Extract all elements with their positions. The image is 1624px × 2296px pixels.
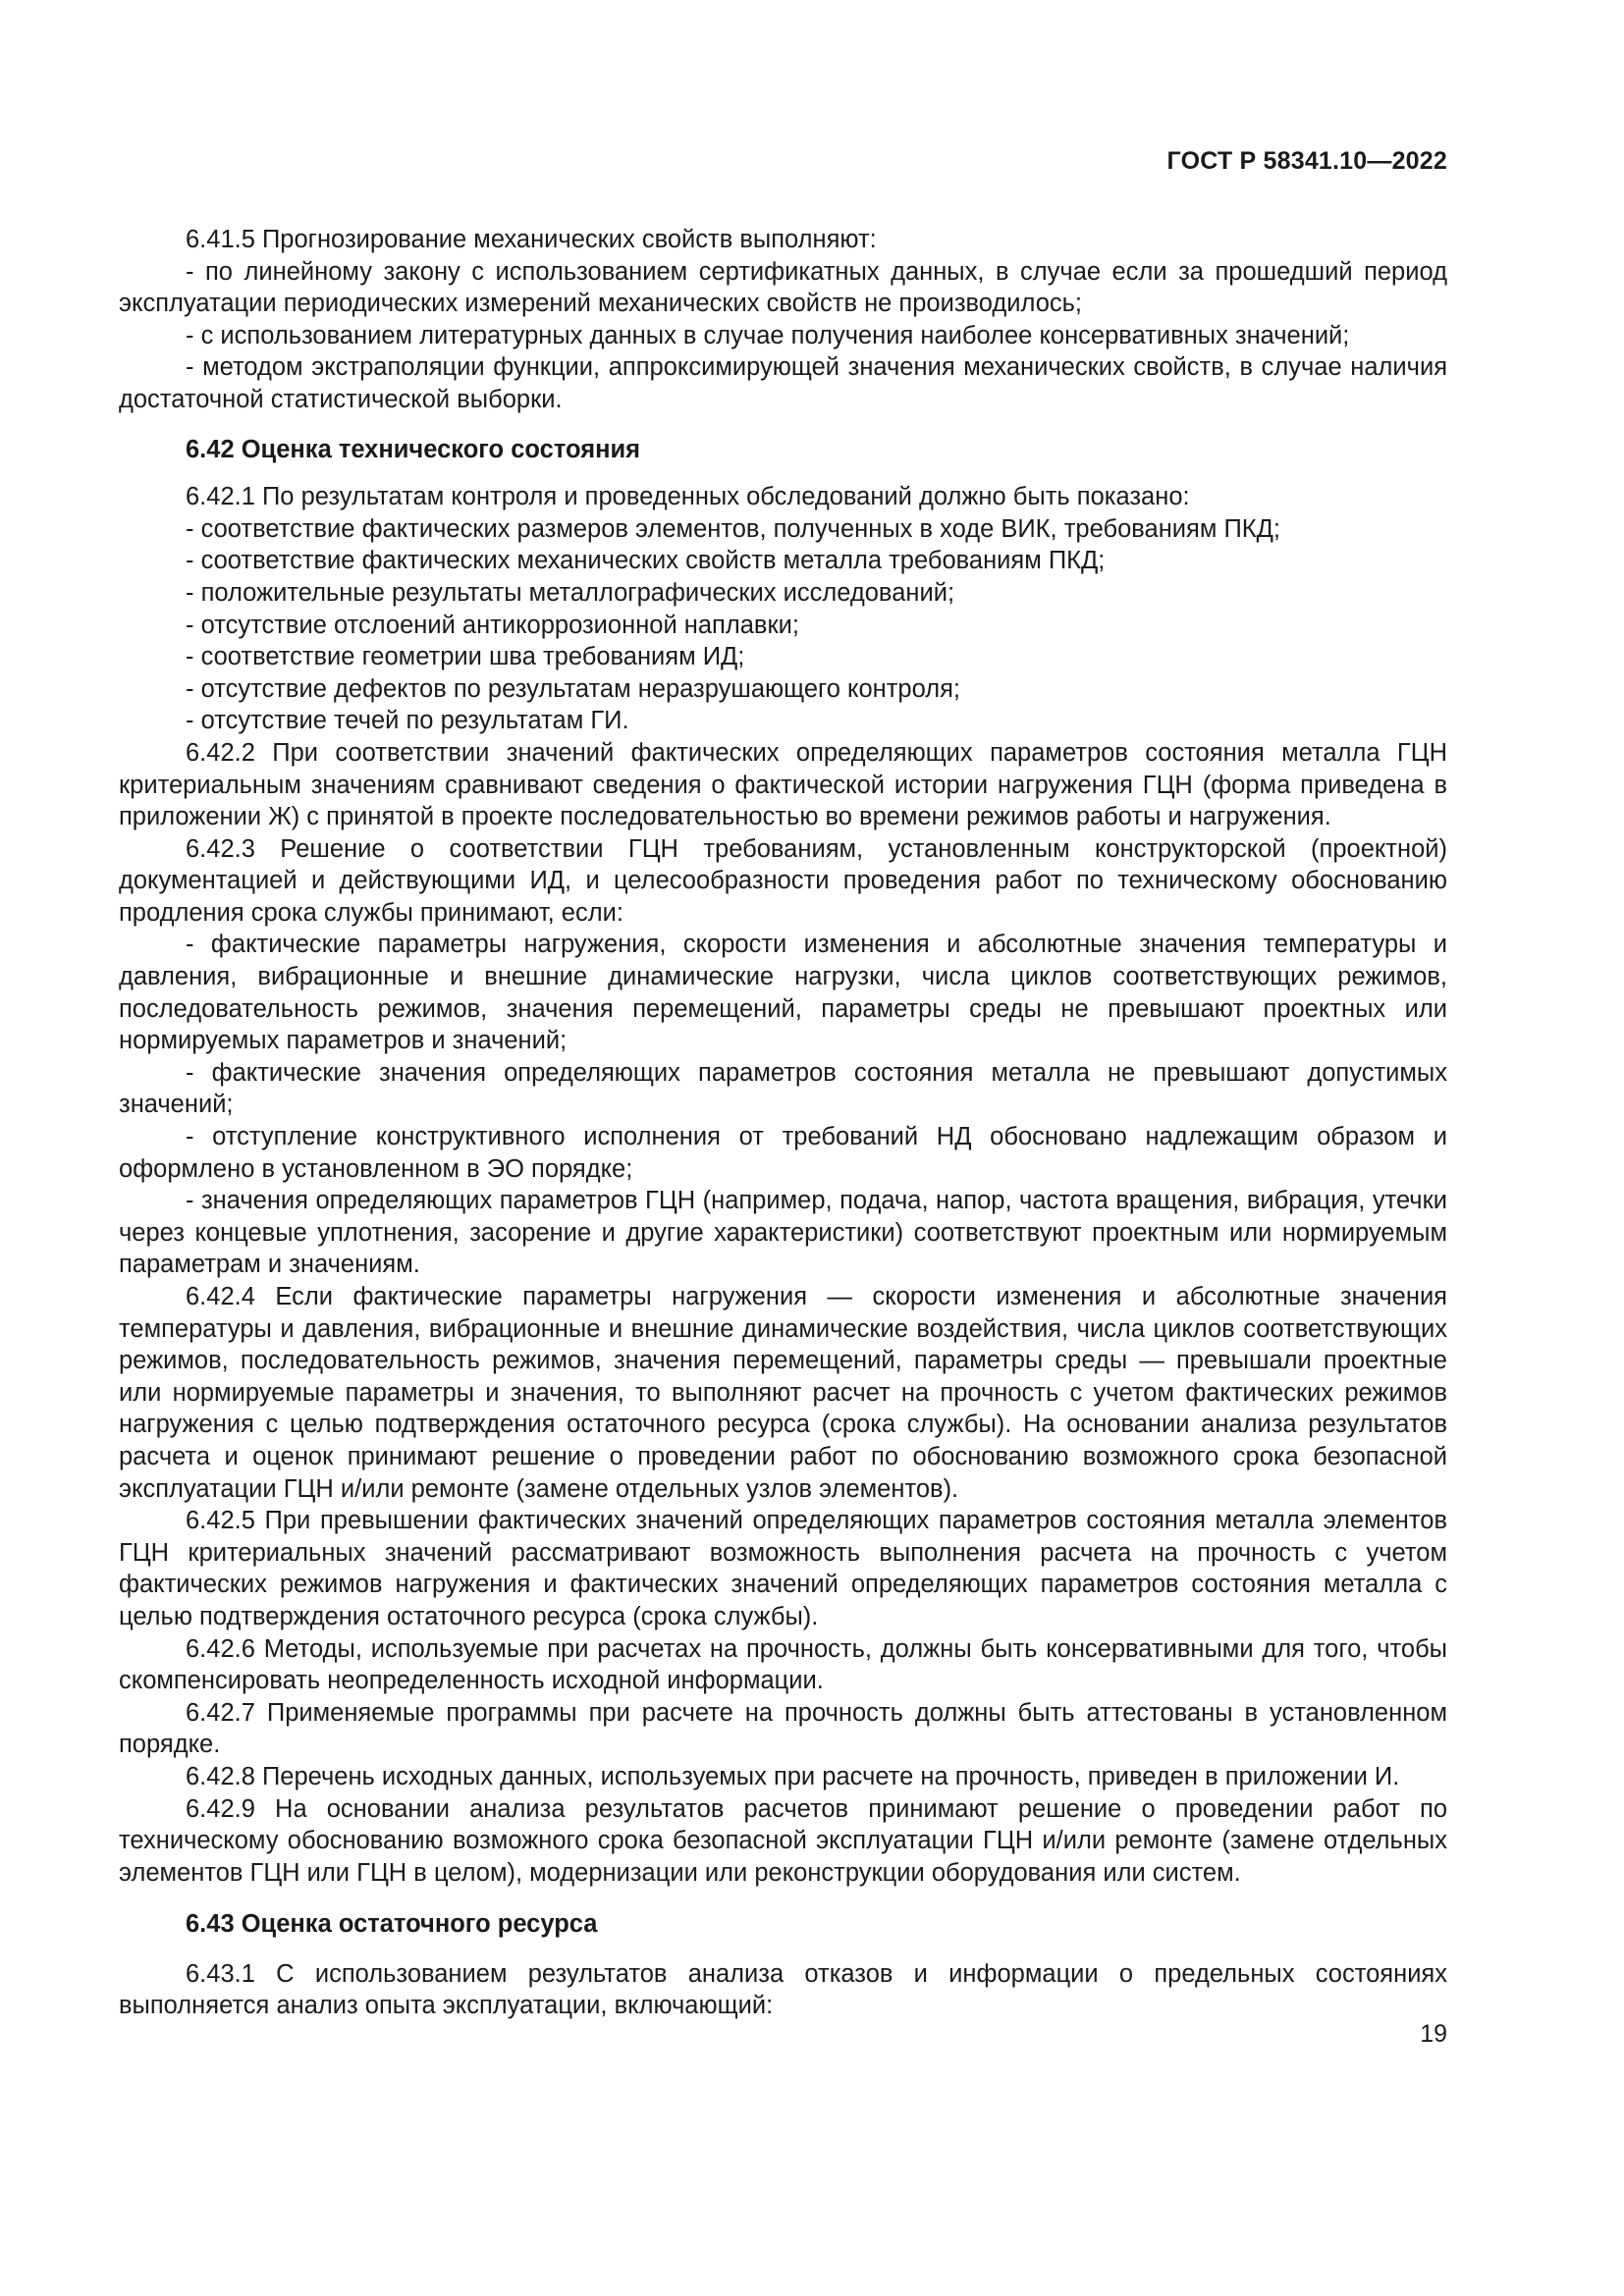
paragraph-6-42-3-intro: 6.42.3 Решение о соответствии ГЦН требованиям, установленным конструкторской (проектной) документацией и действующими ИД, и целесообразности проведения работ по техническому обоснованию продления срока службы принимают, если: bbox=[119, 834, 1447, 927]
list-item: - отсутствие течей по результатам ГИ. bbox=[186, 707, 629, 735]
list-item: - положительные результаты металлографических исследований; bbox=[186, 578, 955, 607]
section-heading-6-43: 6.43 Оценка остаточного ресурса bbox=[186, 1910, 598, 1939]
section-heading-6-42: 6.42 Оценка технического состояния bbox=[186, 435, 641, 463]
paragraph-6-43-1: 6.43.1 С использованием результатов анализа отказов и информации о предельных состояниях выполняется анализ опыта эксплуатации, включающий: bbox=[119, 1959, 1447, 2020]
paragraph-6-42-7: 6.42.7 Применяемые программы при расчете на прочность должны быть аттестованы в установленном порядке. bbox=[119, 1698, 1447, 1759]
paragraph-6-41-5-intro: 6.41.5 Прогнозирование механических свойств выполняют: bbox=[186, 226, 877, 253]
paragraph-6-42-5: 6.42.5 При превышении фактических значений определяющих параметров состояния металла элементов ГЦН критериальных значений рассматривают возможность выполнения расчета на прочность с учетом фактических режимов нагружения и фактических значений определяющих параметров состояния металла с целью подтверждения остаточного ресурса (срока службы). bbox=[119, 1507, 1447, 1630]
list-item: - по линейному закону с использованием сертификатных данных, в случае если за прошедший период эксплуатации периодических измерений механических свойств не производилось; bbox=[119, 257, 1447, 318]
page-body bbox=[119, 224, 1447, 2022]
list-item: - соответствие фактических размеров элементов, полученных в ходе ВИК, требованиям ПКД; bbox=[186, 514, 1280, 543]
page-number: 19 bbox=[1420, 2020, 1447, 2048]
paragraph-6-42-1-intro: 6.42.1 По результатам контроля и проведенных обследований должно быть показано: bbox=[186, 483, 1190, 511]
paragraph-6-42-9: 6.42.9 На основании анализа результатов расчетов принимают решение о проведении работ по техническому обоснованию возможного срока безопасной эксплуатации ГЦН и/или ремонте (замене отдельных элементов ГЦН или ГЦН в целом), модернизации или реконструкции оборудования или систем. bbox=[119, 1794, 1447, 1887]
paragraph-6-42-8: 6.42.8 Перечень исходных данных, используемых при расчете на прочность, приведен в приложении И. bbox=[186, 1762, 1400, 1790]
list-item: - значения определяющих параметров ГЦН (например, подача, напор, частота вращения, вибрация, утечки через концевые уплотнения, засорение и другие характеристики) соответствуют проектным или нормируемым параметрам и значениям. bbox=[119, 1187, 1447, 1279]
paragraph-6-42-6: 6.42.6 Методы, используемые при расчетах на прочность, должны быть консервативными для того, чтобы скомпенсировать неопределенность исходной информации. bbox=[119, 1634, 1447, 1695]
list-item: - отступление конструктивного исполнения от требований НД обосновано надлежащим образом и оформлено в установленном в ЭО порядке; bbox=[119, 1123, 1447, 1183]
list-item: - методом экстраполяции функции, аппроксимирующей значения механических свойств, в случае наличия достаточной статистической выборки. bbox=[119, 353, 1447, 413]
paragraph-6-42-2: 6.42.2 При соответствии значений фактических определяющих параметров состояния металла ГЦН критериальным значениям сравнивают сведения о фактической истории нагружения ГЦН (форма приведена в приложении Ж) с принятой в проекте последовательностью во времени режимов работы и нагружения. bbox=[119, 738, 1447, 831]
list-item: - фактические параметры нагружения, скорости изменения и абсолютные значения температуры и давления, вибрационные и внешние динамические нагрузки, числа циклов соответствующих режимов, последовательность режимов, значения перемещений, параметры среды не превышают проектных или нормируемых параметров и значений; bbox=[119, 931, 1447, 1055]
list-item: - отсутствие отслоений антикоррозионной наплавки; bbox=[186, 611, 799, 639]
document-designation: ГОСТ Р 58341.10—2022 bbox=[1166, 147, 1447, 175]
list-item: - с использованием литературных данных в случае получения наиболее консервативных значений; bbox=[186, 321, 1350, 349]
list-item: - соответствие фактических механических свойств металла требованиям ПКД; bbox=[186, 547, 1106, 575]
list-item: - фактические значения определяющих параметров состояния металла не превышают допустимых значений; bbox=[119, 1058, 1447, 1119]
list-item: - отсутствие дефектов по результатам неразрушающего контроля; bbox=[186, 674, 960, 703]
paragraph-6-42-4: 6.42.4 Если фактические параметры нагружения — скорости изменения и абсолютные значения температуры и давления, вибрационные и внешние динамические воздействия, числа циклов соответствующих режимов, последовательность режимов, значения перемещений, параметры среды — превышали проектные или нормируемые параметры и значения, то выполняют расчет на прочность с учетом фактических режимов нагружения с целью подтверждения остаточного ресурса (срока службы). На основании анализа результатов расчета и оценок принимают решение о проведении работ по обоснованию возможного срока безопасной эксплуатации ГЦН и/или ремонте (замене отдельных узлов элементов). bbox=[119, 1283, 1447, 1503]
list-item: - соответствие геометрии шва требованиям ИД; bbox=[186, 643, 745, 671]
